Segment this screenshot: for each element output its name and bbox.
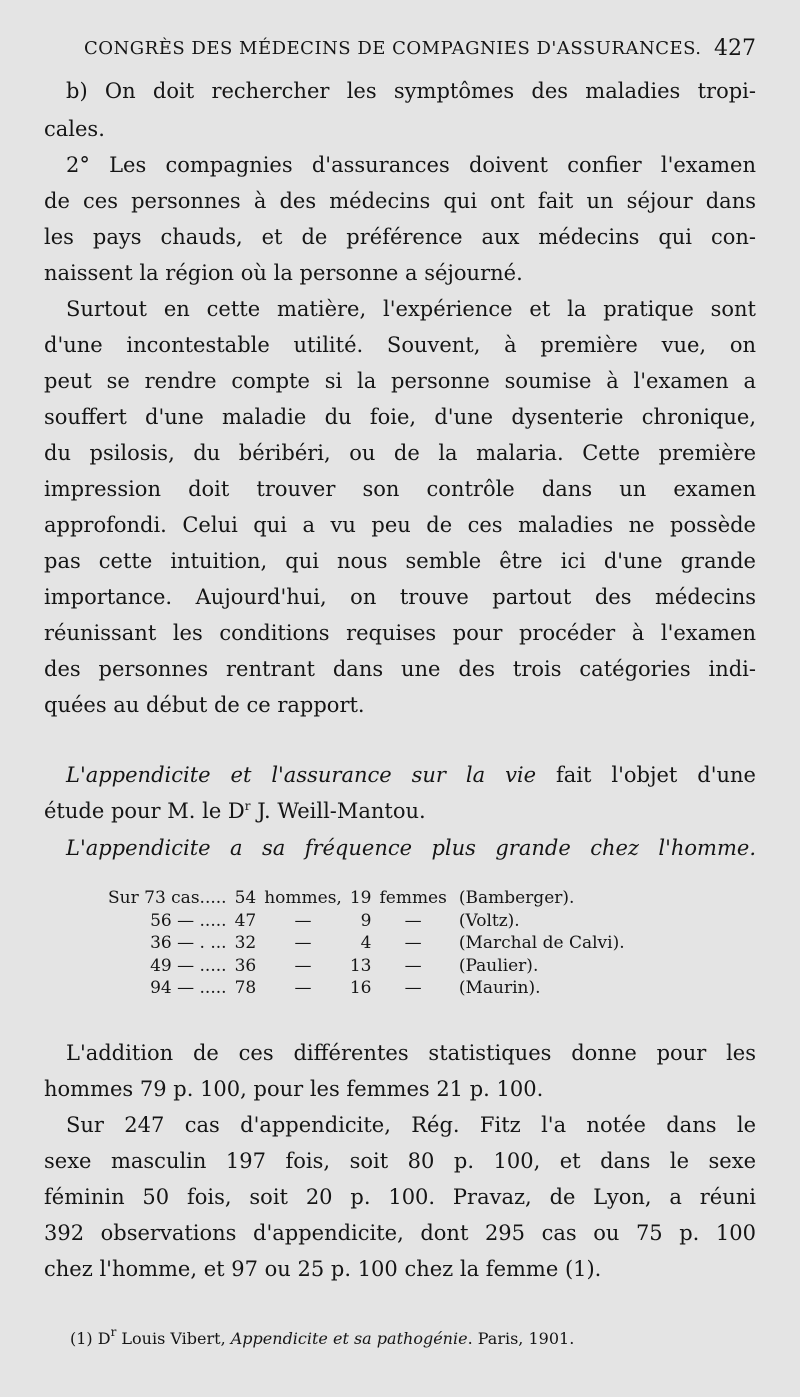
cases-cell: 49 — .....	[150, 955, 227, 976]
body-line: féminin 50 fois, soit 20 p. 100. Pravaz, de Lyon, a réuni	[44, 1185, 756, 1209]
running-title: CONGRÈS DES MÉDECINS DE COMPAGNIES D'ASSURANCES.	[84, 38, 702, 59]
body-line: pas cette intuition, qui nous semble être ici d'une grande	[44, 549, 756, 573]
body-line: Surtout en cette matière, l'expérience et la pratique sont	[66, 297, 756, 321]
body-line: peut se rendre compte si la personne soumise à l'examen a	[44, 369, 756, 393]
women-label: femmes	[379, 888, 447, 908]
body-line: cales.	[44, 117, 105, 141]
body-line: du psilosis, du béribéri, ou de la malaria. Cette première	[44, 441, 756, 465]
men-count: 54	[234, 888, 257, 908]
men-label: —	[294, 933, 312, 953]
author-line	[44, 796, 756, 826]
body-line: chez l'homme, et 97 ou 25 p. 100 chez la femme (1).	[44, 1257, 602, 1281]
page-header	[84, 36, 756, 66]
footnote-title: Appendicite et sa pathogénie	[230, 1329, 468, 1348]
women-label: —	[404, 933, 422, 953]
table-row	[104, 955, 629, 978]
body-line: des personnes rentrant dans une des trois catégories indi-	[44, 657, 756, 681]
men-label: —	[294, 910, 312, 931]
cases-cell: 56 — .....	[150, 910, 227, 931]
source-cell: (Maurin).	[458, 978, 541, 998]
women-label: —	[404, 955, 422, 976]
cases-cell: Sur 73 cas.....	[108, 888, 227, 908]
women-count: 13	[349, 955, 372, 976]
table-row	[104, 910, 629, 933]
body-line: L'addition de ces différentes statistiques donne pour les	[66, 1041, 756, 1065]
women-label: —	[404, 910, 422, 931]
source-cell: (Bamberger).	[458, 888, 575, 908]
women-label: —	[404, 978, 422, 998]
table-row	[104, 887, 629, 910]
page-number: 427	[714, 36, 756, 61]
women-count: 9	[360, 910, 372, 931]
body-line: b) On doit rechercher les symptômes des maladies tropi-	[66, 79, 756, 103]
author-prefix: étude pour M. le D	[44, 799, 245, 823]
footnote-rest: . Paris, 1901.	[467, 1329, 575, 1348]
men-label: —	[294, 955, 312, 976]
table-row	[104, 932, 629, 955]
section-title-rest: fait l'objet d'une	[536, 763, 756, 787]
source-cell: (Paulier).	[458, 955, 539, 976]
body-line: naissent la région où la personne a séjourné.	[44, 261, 523, 285]
footnote	[70, 1327, 574, 1351]
source-cell: (Voltz).	[458, 910, 520, 931]
men-count: 78	[234, 978, 257, 998]
section-title-italic: L'appendicite et l'assurance sur la vie	[66, 763, 537, 787]
women-count: 4	[360, 933, 372, 953]
body-line: de ces personnes à des médecins qui ont fait un séjour dans	[44, 189, 756, 213]
body-line: approfondi. Celui qui a vu peu de ces maladies ne possède	[44, 513, 756, 537]
section-subtitle: L'appendicite a sa fréquence plus grande chez l'homme.	[66, 836, 756, 860]
table-row	[104, 977, 629, 1000]
body-line: hommes 79 p. 100, pour les femmes 21 p. 100.	[44, 1077, 544, 1101]
body-line: importance. Aujourd'hui, on trouve partout des médecins	[44, 585, 756, 609]
body-line: 392 observations d'appendicite, dont 295 cas ou 75 p. 100	[44, 1221, 756, 1245]
author-name: J. Weill-Mantou.	[250, 799, 426, 823]
body-line: sexe masculin 197 fois, soit 80 p. 100, et dans le sexe	[44, 1149, 756, 1173]
men-count: 32	[234, 933, 257, 953]
statistics-table	[104, 887, 629, 1000]
footnote-author: Louis Vibert,	[116, 1329, 231, 1348]
body-line: 2° Les compagnies d'assurances doivent confier l'examen	[66, 153, 756, 177]
body-line: souffert d'une maladie du foie, d'une dysenterie chronique,	[44, 405, 756, 429]
footnote-sup: r	[110, 1325, 117, 1339]
body-line: quées au début de ce rapport.	[44, 693, 365, 717]
men-label: hommes,	[264, 888, 342, 908]
doctor-abbrev-sup: r	[244, 799, 251, 813]
cases-cell: 94 — .....	[150, 978, 227, 998]
body-line: impression doit trouver son contrôle dans un examen	[44, 477, 756, 501]
women-count: 19	[349, 888, 372, 908]
men-count: 36	[234, 955, 257, 976]
section-heading	[66, 760, 756, 790]
body-line: réunissant les conditions requises pour procéder à l'examen	[44, 621, 756, 645]
women-count: 16	[349, 978, 372, 998]
cases-cell: 36 — . ...	[150, 933, 227, 953]
footnote-marker: (1) D	[70, 1329, 111, 1348]
men-label: —	[294, 978, 312, 998]
body-line: d'une incontestable utilité. Souvent, à première vue, on	[44, 333, 756, 357]
source-cell: (Marchal de Calvi).	[458, 933, 625, 953]
body-line: les pays chauds, et de préférence aux médecins qui con-	[44, 225, 756, 249]
body-line: Sur 247 cas d'appendicite, Rég. Fitz l'a notée dans le	[66, 1113, 756, 1137]
men-count: 47	[234, 910, 257, 931]
